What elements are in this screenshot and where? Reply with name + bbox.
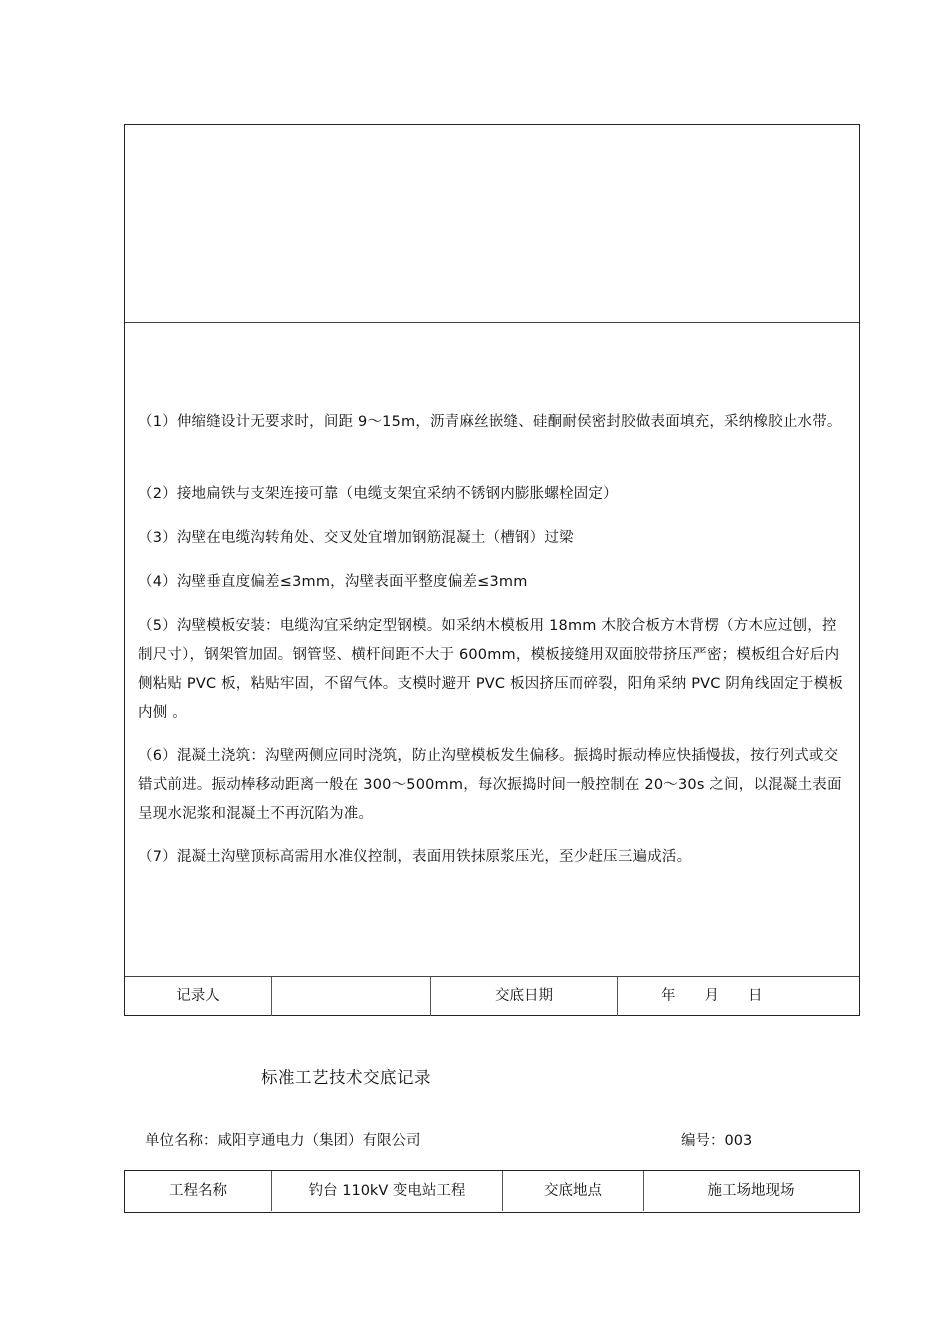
date-value[interactable]: 年 月 日 <box>661 988 763 1004</box>
content-section <box>125 323 859 976</box>
recorder-label: 记录人 <box>176 988 220 1004</box>
content-item-7: （7）混凝土沟壁顶标高需用水准仪控制，表面用铁抹原浆压光，至少赶压三遍成活。 <box>138 849 692 865</box>
project-value[interactable]: 钓台 110kV 变电站工程 <box>308 1183 466 1199</box>
content-item-3: （3）沟壁在电缆沟转角处、交叉处宜增加钢筋混凝土（槽钢）过梁 <box>138 530 574 546</box>
footer-row <box>125 976 859 1016</box>
content-item-4: （4）沟壁垂直度偏差≤3mm，沟壁表面平整度偏差≤3mm <box>138 574 528 590</box>
unit-name: 单位名称：咸阳亨通电力（集团）有限公司 <box>145 1133 421 1149</box>
content-item-2: （2）接地扁铁与支架连接可靠（电缆支架宜采纳不锈钢内膨胀螺栓固定） <box>138 486 618 502</box>
date-label: 交底日期 <box>495 988 553 1004</box>
project-info-table <box>124 1170 860 1213</box>
content-item-1: （1）伸缩缝设计无要求时，间距 9～15m，沥青麻丝嵌缝、硅酮耐侯密封胶做表面填充，采纳橡胶止水带。 <box>138 414 842 430</box>
record-table <box>124 124 860 1016</box>
location-label: 交底地点 <box>544 1183 602 1199</box>
content-item-6: （6）混凝土浇筑：沟壁两侧应同时浇筑，防止沟壁模板发生偏移。振捣时振动棒应快插慢拔，按行列式或交错式前进。振动棒移动距离一般在 300～500mm，每次振捣时间一般控制在 20～30s 之间，以混凝土表面呈现水泥浆和混凝土不再沉陷为准。 <box>138 748 842 822</box>
page-title: 标准工艺技术交底记录 <box>261 1068 431 1087</box>
content-item-5: （5）沟壁模板安装：电缆沟宜采纳定型钢模。如采纳木模板用 18mm 木胶合板方木背楞（方木应过刨，控制尺寸），钢架管加固。钢管竖、横杆间距不大于 600mm，模板接缝用双面胶带挤压严密；模板组合好后内侧粘贴 PVC 板，粘贴牢固，不留气体。支模时避开 PVC 板因挤压而碎裂，阳角采纳 PVC 阴角线固定于模板内侧 。 <box>138 618 844 721</box>
record-code: 编号：003 <box>681 1133 753 1149</box>
location-value[interactable]: 施工场地现场 <box>707 1183 795 1199</box>
empty-section <box>125 125 859 323</box>
project-label: 工程名称 <box>169 1183 227 1199</box>
recorder-value[interactable] <box>272 977 430 1016</box>
